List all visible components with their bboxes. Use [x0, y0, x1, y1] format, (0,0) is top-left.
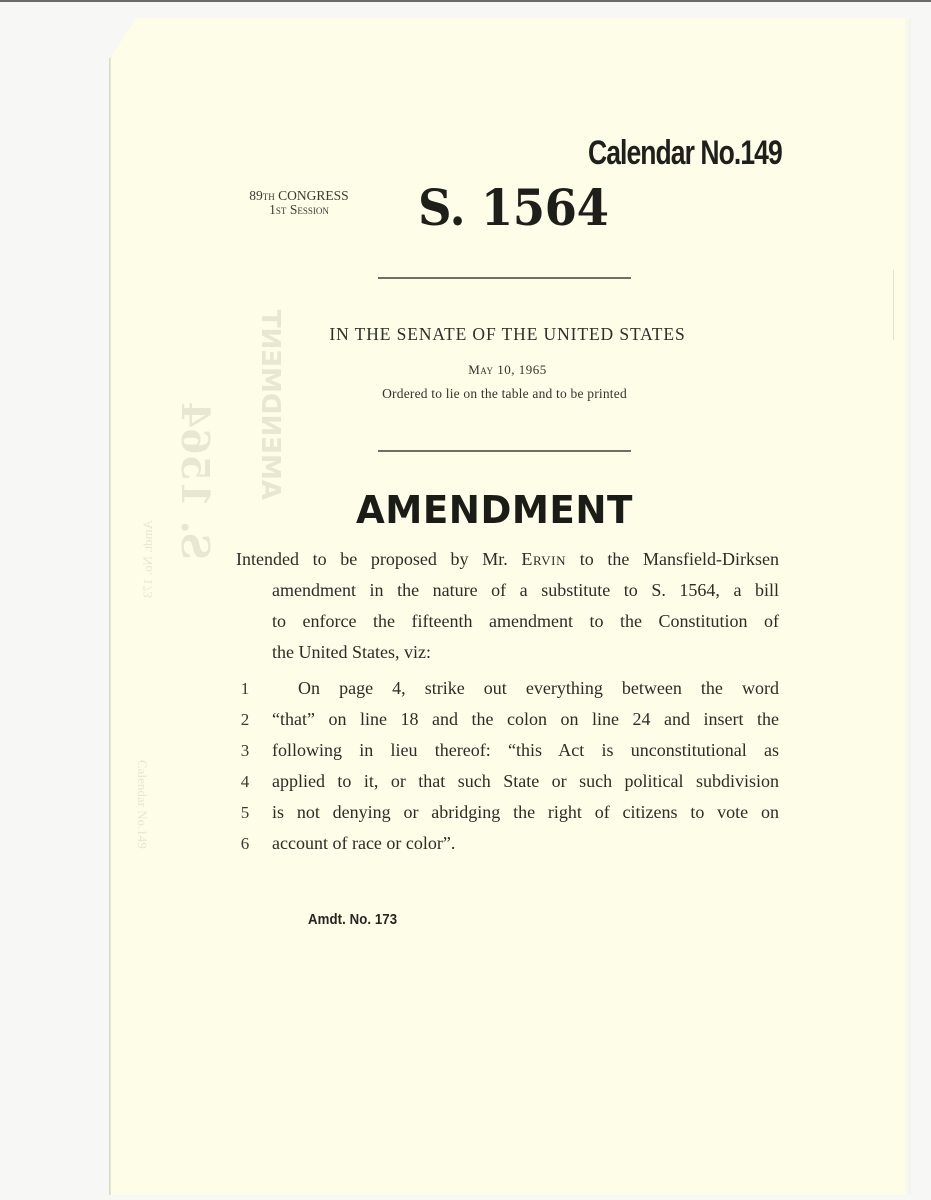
- bill-line: [236, 766, 779, 797]
- line-number: 2: [240, 710, 250, 729]
- line-text: following in lieu thereof: “this Act is unconstitutional as: [272, 740, 779, 760]
- congress-label: 89th CONGRESS: [249, 188, 349, 203]
- page-right-edge: [905, 18, 911, 1195]
- preamble-paragraph: [236, 544, 779, 668]
- chamber-heading: IN THE SENATE OF THE UNITED STATES: [329, 324, 686, 344]
- line-text: On page 4, strike out everything between the word: [298, 678, 779, 698]
- line-number: 3: [240, 741, 250, 760]
- document-date: May 10, 1965: [468, 362, 547, 377]
- divider-rule: [378, 450, 631, 452]
- congress-session-block: [232, 189, 366, 217]
- bill-number: S. 1564: [418, 178, 609, 237]
- line-text: “that” on line 18 and the colon on line 24 and insert the: [272, 709, 779, 729]
- preamble-line: Intended to be proposed by Mr. Ervin to the Mansfield-Dirksen: [236, 549, 779, 569]
- line-text: account of race or color”.: [272, 833, 456, 853]
- line-text: applied to it, or that such State or such political subdivision: [272, 771, 779, 791]
- bleed-through-bill-number: S. 1564: [173, 401, 218, 560]
- line-number: 6: [240, 834, 250, 853]
- bleed-through-doc-type: AMENDMENT: [255, 309, 285, 500]
- scan-top-edge: [0, 0, 931, 2]
- preamble-line: the United States, viz:: [272, 642, 431, 662]
- bill-line: [236, 828, 779, 859]
- order-note: Ordered to lie on the table and to be printed: [382, 386, 627, 401]
- line-number: 4: [240, 772, 250, 791]
- bleed-through-amendment-number: Amdt. No. 173: [140, 520, 155, 598]
- preamble-line: to enforce the fifteenth amendment to the Constitution of: [272, 611, 779, 631]
- line-number: 1: [240, 679, 250, 698]
- sponsor-name: Ervin: [521, 549, 567, 569]
- bleed-through-calendar-number: Calendar No.149: [135, 760, 150, 849]
- bill-line: [236, 704, 779, 735]
- document-type-heading: AMENDMENT: [356, 488, 633, 532]
- preamble-line: amendment in the nature of a substitute to S. 1564, a bill: [272, 580, 779, 600]
- bill-text: [236, 673, 779, 859]
- line-text: is not denying or abridging the right of citizens to vote on: [272, 802, 779, 822]
- session-label: 1st Session: [269, 202, 329, 217]
- calendar-number: Calendar No.149: [588, 134, 782, 172]
- page-left-edge: [109, 58, 110, 1195]
- bill-line: [236, 673, 779, 704]
- divider-rule: [378, 277, 631, 279]
- bill-line: [236, 797, 779, 828]
- amendment-number: Amdt. No. 173: [308, 911, 398, 928]
- bill-line: [236, 735, 779, 766]
- line-number: 5: [240, 803, 250, 822]
